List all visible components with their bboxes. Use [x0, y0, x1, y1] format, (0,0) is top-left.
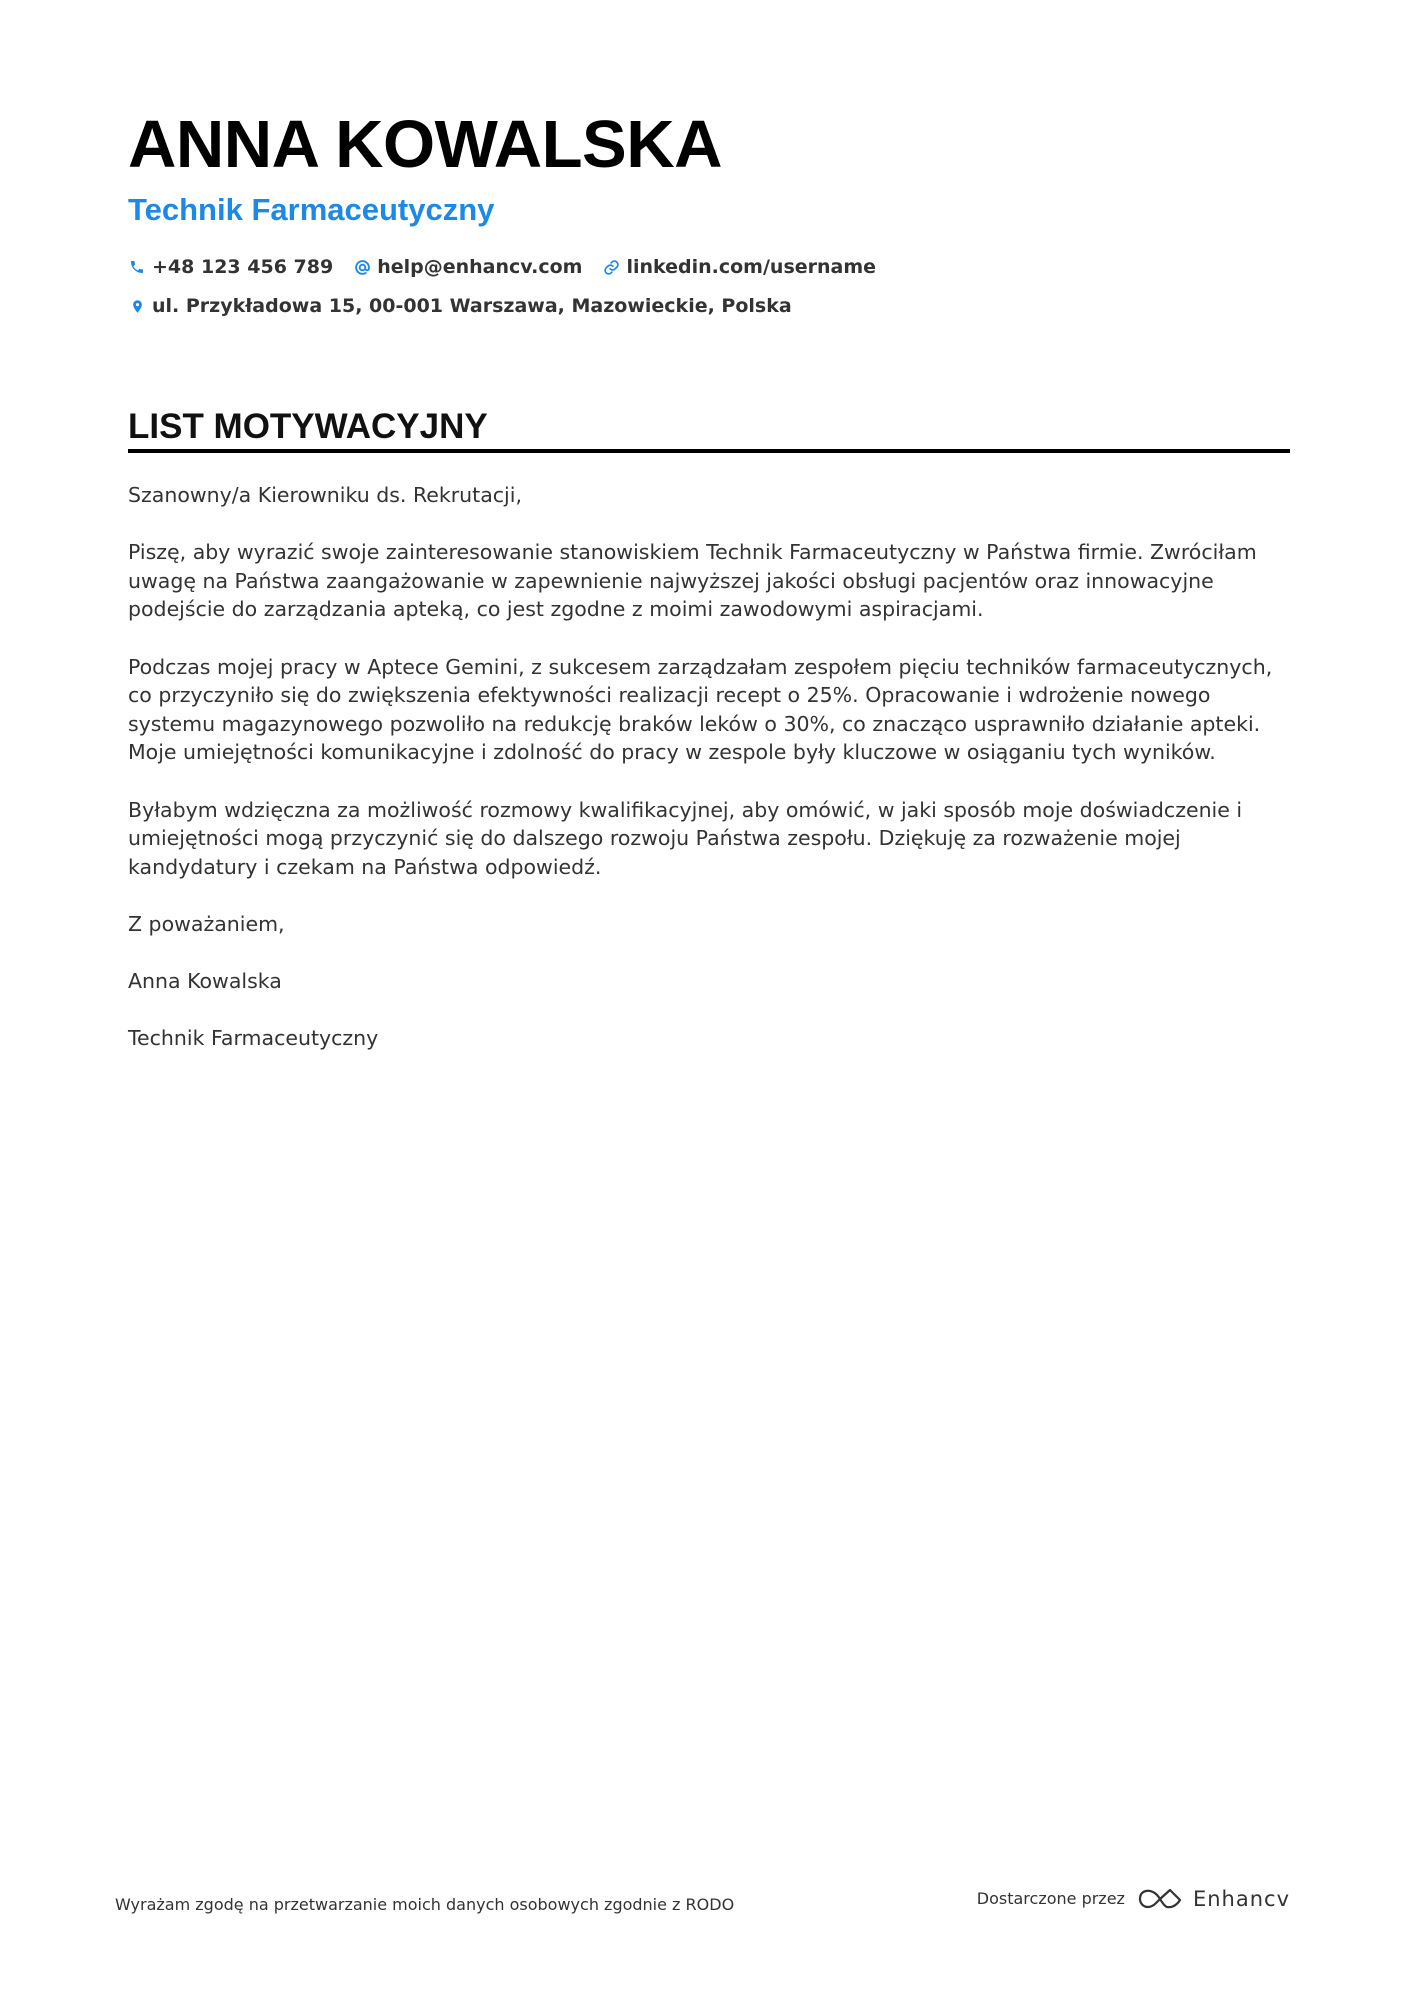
letter-paragraph: Piszę, aby wyrazić swoje zainteresowanie stanowiskiem Technik Farmaceutyczny w Państwa firmie. Zwróciłam uwagę na Państwa zaangażowanie w zapewnienie najwyższej jakości obsługi pacjentów oraz innowacyjne podejście do zarządzania apteką, co jest zgodne z moimi zawodowymi aspiracjami. [128, 540, 1257, 622]
contact-phone [128, 254, 333, 280]
linkedin-link[interactable]: linkedin.com/username [626, 256, 877, 278]
signature-name: Anna Kowalska [128, 969, 282, 994]
at-icon [353, 258, 371, 276]
cover-letter-page [128, 0, 1290, 1995]
phone-text: +48 123 456 789 [152, 256, 334, 278]
section-title: LIST MOTYWACYJNY [128, 407, 488, 446]
signature-title: Technik Farmaceutyczny [128, 1026, 379, 1051]
letter-paragraph: Podczas mojej pracy w Aptece Gemini, z sukcesem zarządzałam zespołem pięciu techników farmaceutycznych, co przyczyniło się do zwiększenia efektywności realizacji recept o 25%. Opracowanie i wdrożenie nowego systemu magazynowego pozwoliło na redukcję braków leków o 30%, co znacząco usprawniło działanie apteki. Moje umiejętności komunikacyjne i zdolność do pracy w zespole były kluczowe w osiąganiu tych wyników. [128, 654, 1273, 765]
contact-email[interactable] [353, 254, 582, 280]
powered-by[interactable] [977, 1886, 1290, 1912]
gdpr-consent-note: Wyrażam zgodę na przetwarzanie moich danych osobowych zgodnie z RODO [115, 1895, 735, 1914]
letter-greeting: Szanowny/a Kierowniku ds. Rekrutacji, [128, 483, 522, 507]
letter-paragraph: Byłabym wdzięczna za możliwość rozmowy kwalifikacyjnej, aby omówić, w jaki sposób moje doświadczenie i umiejętności mogą przyczynić się do dalszego rozwoju Państwa zespołu. Dziękuję za rozważenie mojej kandydatury i czekam na Państwa odpowiedź. [128, 797, 1243, 879]
location-pin-icon [128, 297, 146, 315]
enhancv-logo-icon [1137, 1886, 1183, 1912]
email-link[interactable]: help@enhancv.com [377, 256, 583, 278]
powered-by-label: Dostarczone przez [976, 1889, 1125, 1908]
contact-row-address [128, 293, 812, 319]
letter-body [128, 481, 1290, 1081]
applicant-title: Technik Farmaceutyczny [128, 192, 495, 227]
contact-row-primary [128, 254, 896, 280]
section-divider [128, 449, 1290, 453]
applicant-name: ANNA KOWALSKA [128, 107, 722, 182]
contact-linkedin[interactable] [602, 254, 876, 280]
address-text: ul. Przykładowa 15, 00-001 Warszawa, Mazowieckie, Polska [152, 295, 792, 317]
link-icon [602, 258, 620, 276]
brand-name: Enhancv [1192, 1887, 1290, 1911]
letter-closing: Z poważaniem, [128, 911, 285, 936]
contact-address [128, 293, 792, 319]
phone-icon [128, 258, 146, 276]
